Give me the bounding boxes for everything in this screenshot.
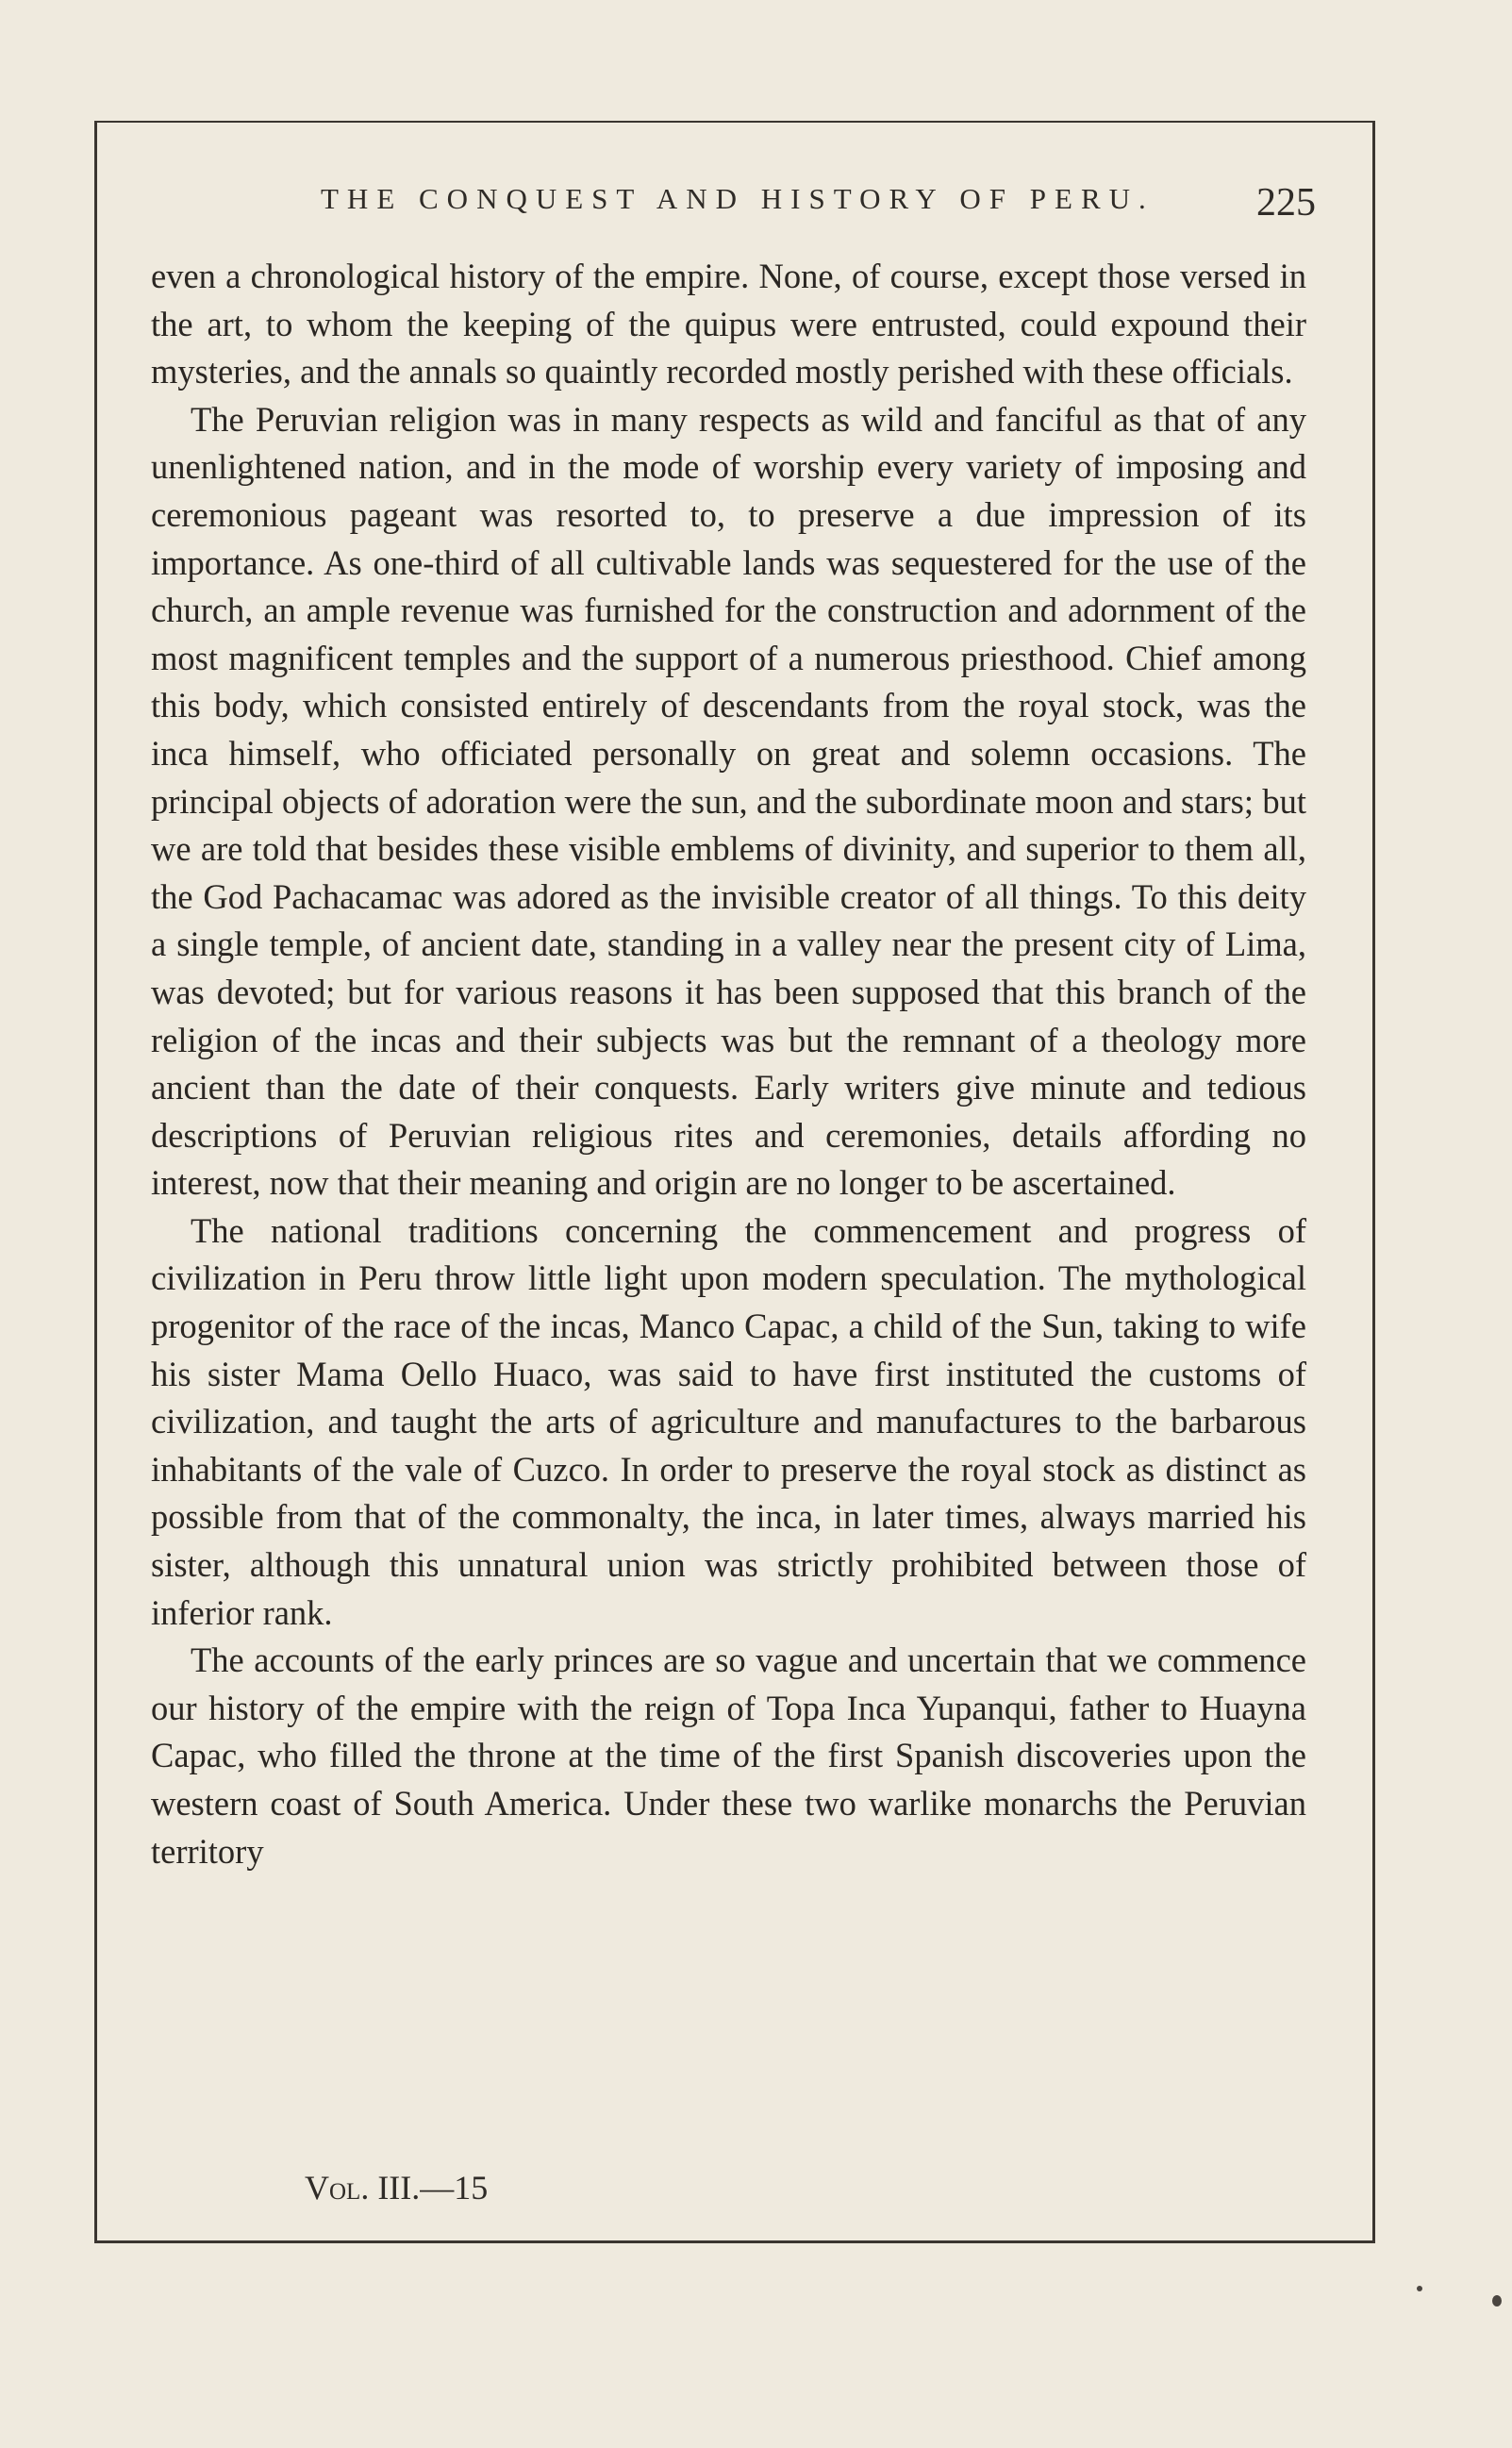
signature-mark [305,2168,488,2207]
page-header [151,173,1316,229]
paragraph-2: The Peruvian religion was in many respects as wild and fanciful as that of any unenlightened nation, and in the mode of worship every variety of imposing and ceremonious pageant was resorted to, to preserve a due impression of its importance. As one-third of all cultivable lands was sequestered for the use of the church, an ample revenue was furnished for the construction and adornment of the most magnificent temples and the support of a numerous priesthood. Chief among this body, which consisted entirely of descendants from the royal stock, was the inca himself, who officiated personally on great and solemn occasions. The principal objects of adoration were the sun, and the subordinate moon and stars; but we are told that besides these visible emblems of divinity, and superior to them all, the God Pachacamac was adored as the invisible creator of all things. To this deity a single temple, of ancient date, standing in a valley near the present city of Lima, was devoted; but for various reasons it has been supposed that this branch of the religion of the incas and their subjects was but the remnant of a theology more ancient than the date of their conquests. Early writers give minute and tedious descriptions of Peruvian religious rites and ceremonies, details affording no interest, now that their meaning and origin are no longer to be ascertained. [151,399,1306,1203]
paragraph-3: The national traditions concerning the commencement and progress of civilization in Peru throw little light upon modern speculation. The mythological progenitor of the race of the incas, Manco Capac, a child of the Sun, taking to wife his sister Mama Oello Huaco, was said to have first instituted the customs of civilization, and taught the arts of agriculture and manufactures to the barbarous inhabitants of the vale of Cuzco. In order to preserve the royal stock as distinct as possible from that of the commonalty, the inca, in later times, always married his sister, although this unnatural union was strictly prohibited between those of inferior rank. [151,1210,1306,1632]
page-number: 225 [1256,181,1316,225]
ink-speck [1492,2295,1502,2306]
signature-text: Vol. III.—15 [305,2169,489,2207]
body-text [151,253,1306,1875]
running-head: THE CONQUEST AND HISTORY OF PERU. [321,182,1155,215]
ink-speck [1417,2286,1422,2291]
paragraph-1: even a chronological history of the empire. None, of course, except those versed in the art, to whom the keeping of the quipus were entrusted, could expound their mysteries, and the annals so quaintly recorded mostly perished with these officials. [151,257,1306,391]
paragraph-4: The accounts of the early princes are so vague and uncertain that we commence our history of the empire with the reign of Topa Inca Yupanqui, father to Huayna Capac, who filled the throne at the time of the first Spanish discoveries upon the western coast of South America. Under these two warlike monarchs the Peruvian territory [151,1640,1306,1871]
